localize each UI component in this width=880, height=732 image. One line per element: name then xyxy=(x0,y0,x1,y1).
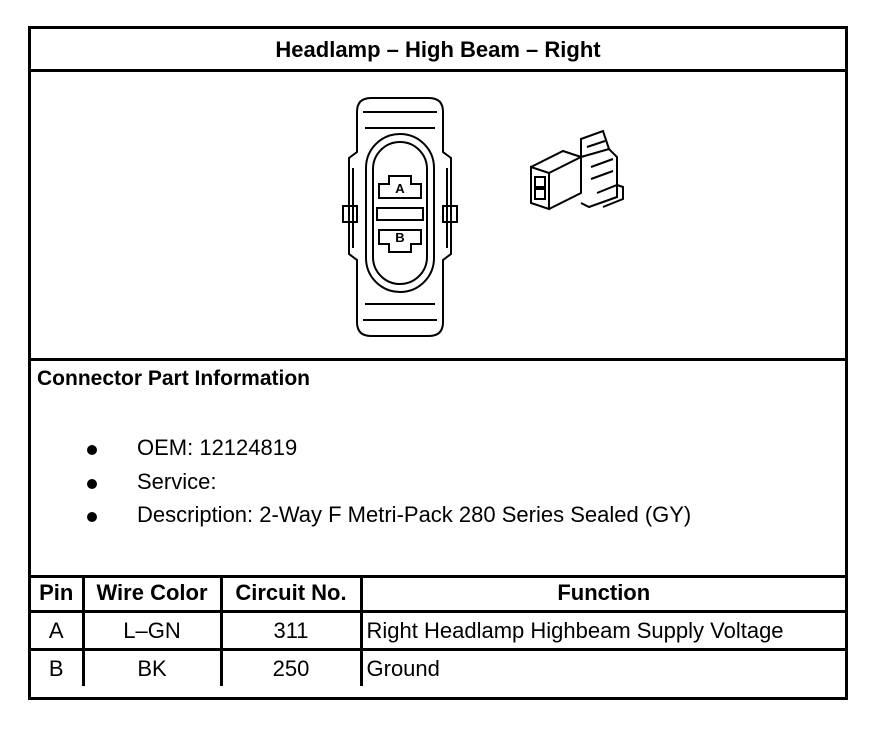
header-circuit-no: Circuit No. xyxy=(221,575,361,612)
cell-wire-color: BK xyxy=(83,650,221,687)
page-title: Headlamp – High Beam – Right xyxy=(31,29,845,72)
bullet-icon xyxy=(87,479,97,489)
connector-drawing-area xyxy=(31,72,845,361)
part-info-item-service xyxy=(31,469,845,503)
cell-function: Right Headlamp Highbeam Supply Voltage xyxy=(361,612,845,650)
connector-iso-view xyxy=(531,131,623,209)
part-info-text: Description: 2-Way F Metri-Pack 280 Series Sealed (GY) xyxy=(137,502,692,527)
table-row xyxy=(31,612,845,650)
connector-face-diagram xyxy=(31,72,845,358)
pin-table xyxy=(31,575,845,686)
table-row xyxy=(31,650,845,687)
bullet-icon xyxy=(87,445,97,455)
header-wire-color: Wire Color xyxy=(83,575,221,612)
cell-circuit-no: 250 xyxy=(221,650,361,687)
cell-pin: B xyxy=(31,650,83,687)
part-info-heading: Connector Part Information xyxy=(37,367,311,390)
part-info-text: OEM: 12124819 xyxy=(137,435,298,460)
cell-circuit-no: 311 xyxy=(221,612,361,650)
pin-b-label: B xyxy=(395,230,405,245)
table-header-row xyxy=(31,575,845,612)
connector-part-information xyxy=(31,361,845,578)
connector-sheet xyxy=(28,26,848,700)
cell-function: Ground xyxy=(361,650,845,687)
header-pin: Pin xyxy=(31,575,83,612)
part-info-text: Service: xyxy=(137,468,217,494)
part-info-item-description xyxy=(31,502,845,536)
pin-a-label: A xyxy=(395,181,405,196)
part-info-item-oem xyxy=(31,435,845,469)
cell-pin: A xyxy=(31,612,83,650)
header-function: Function xyxy=(361,575,845,612)
bullet-icon xyxy=(87,512,97,522)
part-info-list xyxy=(31,435,845,536)
cell-wire-color: L–GN xyxy=(83,612,221,650)
